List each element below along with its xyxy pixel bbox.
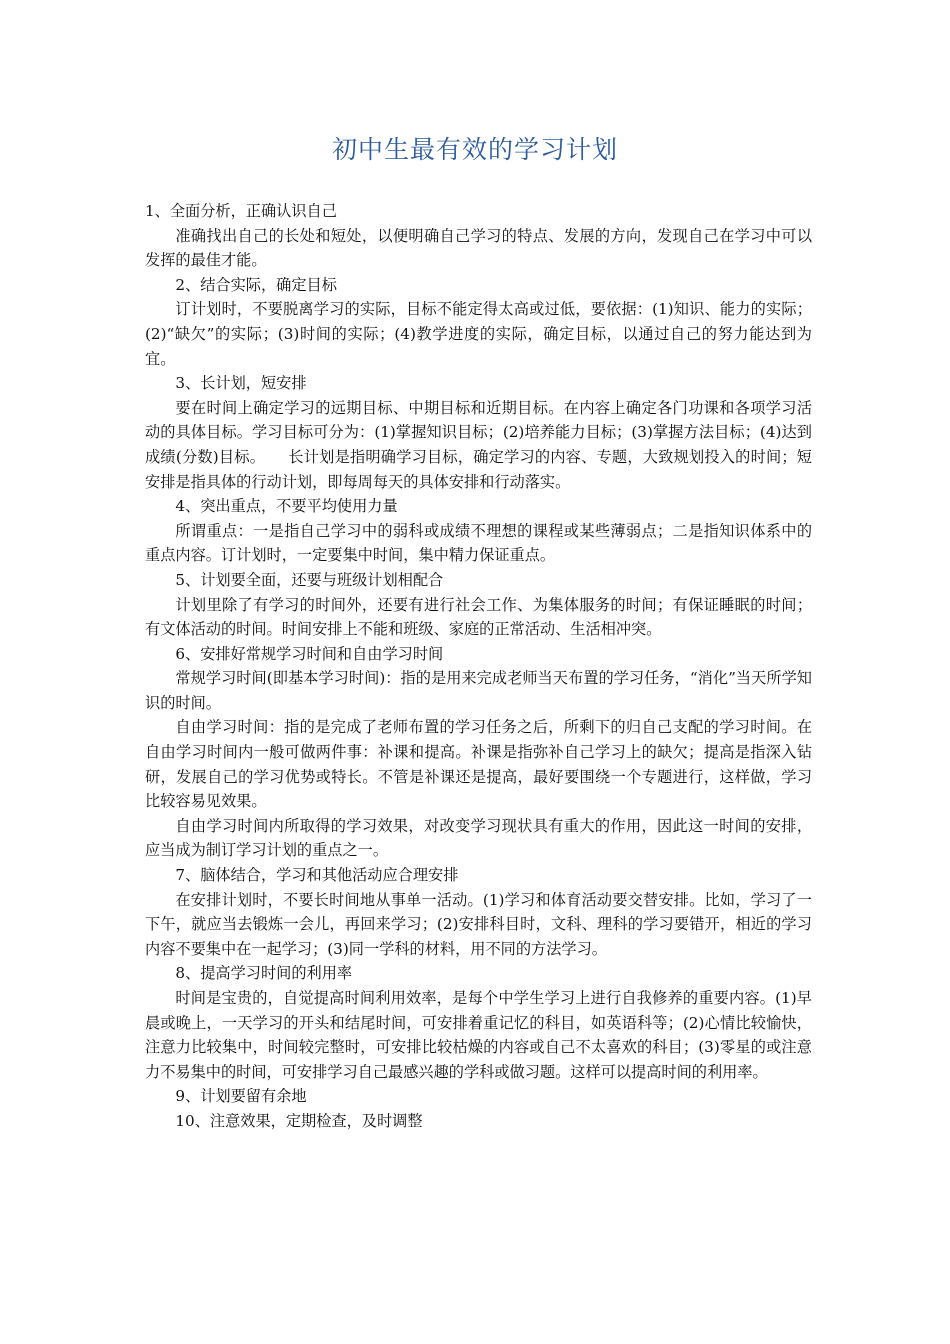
section-10-heading: 10、注意效果，定期检查，及时调整 xyxy=(175,1111,423,1130)
section-6-paragraph-3: 自由学习时间内所取得的学习效果，对改变学习现状具有重大的作用，因此这一时间的安排，应当成为制订学习计划的重点之一。 xyxy=(145,816,812,860)
section-8-paragraph: 时间是宝贵的，自觉提高时间利用效率，是每个中学生学习上进行自我修养的重要内容。(1)早晨或晚上，一天学习的开头和结尾时间，可安排着重记忆的科目，如英语科等；(2)心情比较愉快，注意力比较集中，时间较完整时，可安排比较枯燥的内容或自己不太喜欢的科目；(3)零星的或注意力不易集中的时间，可安排学习自己最感兴趣的学科或做习题。这样可以提高时间的利用率。 xyxy=(145,989,812,1081)
section-6-paragraph-1: 常规学习时间(即基本学习时间)：指的是用来完成老师当天布置的学习任务，“消化”当天所学知识的时间。 xyxy=(145,669,812,712)
section-3-paragraph: 要在时间上确定学习的远期目标、中期目标和近期目标。在内容上确定各门功课和各项学习活动的具体目标。学习目标可分为：(1)掌握知识目标；(2)培养能力目标；(3)掌握方法目标；(4)达到成绩(分数)目标。 长计划是指明确学习目标，确定学习的内容、专题，大致规划投入的时间；短安排是指具体的行动计划，即每周每天的具体安排和行动落实。 xyxy=(145,398,812,491)
section-2-paragraph: 订计划时，不要脱离学习的实际，目标不能定得太高或过低，要依据：(1)知识、能力的实际；(2)“缺欠”的实际；(3)时间的实际；(4)教学进度的实际，确定目标，以通过自己的努力能达到为宜。 xyxy=(145,300,812,368)
section-4-paragraph: 所谓重点：一是指自己学习中的弱科或成绩不理想的课程或某些薄弱点；二是指知识体系中的重点内容。订计划时，一定要集中时间，集中精力保证重点。 xyxy=(145,521,812,565)
section-7-heading: 7、脑体结合，学习和其他活动应合理安排 xyxy=(175,866,459,885)
section-6-paragraph-2: 自由学习时间：指的是完成了老师布置的学习任务之后，所剩下的归自己支配的学习时间。在自由学习时间内一般可做两件事：补课和提高。补课是指弥补自己学习上的缺欠；提高是指深入钻研，发展自己的学习优势或特长。不管是补课还是提高，最好要围绕一个专题进行，这样做，学习比较容易见效果。 xyxy=(145,718,812,811)
section-1-heading: 1、全面分析，正确认识自己 xyxy=(145,202,337,220)
document-title: 初中生最有效的学习计划 xyxy=(331,135,618,164)
section-7-paragraph: 在安排计划时，不要长时间地从事单一活动。(1)学习和体育活动要交替安排。比如，学习了一下午，就应当去锻炼一会儿，再回来学习；(2)安排科目时，文科、理科的学习要错开，相近的学习内容不要集中在一起学习；(3)同一学科的材料，用不同的方法学习。 xyxy=(145,890,812,958)
section-2-heading: 2、结合实际，确定目标 xyxy=(175,275,337,294)
section-6-heading: 6、安排好常规学习时间和自由学习时间 xyxy=(175,644,444,663)
section-4-heading: 4、突出重点，不要平均使用力量 xyxy=(175,497,398,516)
section-8-heading: 8、提高学习时间的利用率 xyxy=(175,964,353,983)
section-5-paragraph: 计划里除了有学习的时间外，还要有进行社会工作、为集体服务的时间；有保证睡眠的时间；有文体活动的时间。时间安排上不能和班级、家庭的正常活动、生活相冲突。 xyxy=(145,595,812,639)
section-3-heading: 3、长计划，短安排 xyxy=(175,374,307,393)
section-9-heading: 9、计划要留有余地 xyxy=(175,1087,307,1106)
document-body xyxy=(145,199,812,1134)
section-5-heading: 5、计划要全面，还要与班级计划相配合 xyxy=(175,570,444,589)
section-1-paragraph: 准确找出自己的长处和短处，以便明确自己学习的特点、发展的方向，发现自己在学习中可以发挥的最佳才能。 xyxy=(145,226,812,270)
